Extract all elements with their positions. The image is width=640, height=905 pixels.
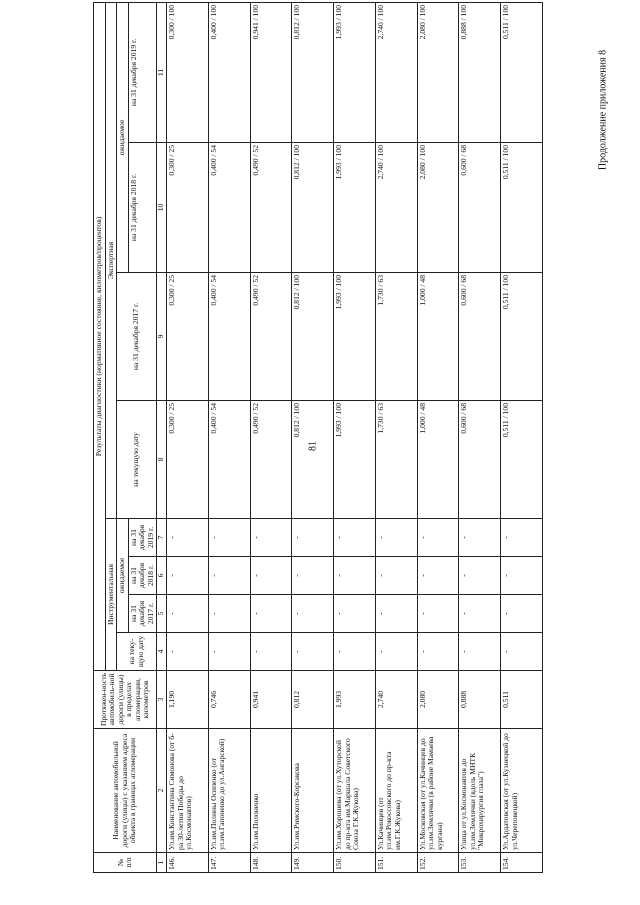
cell-row-number: 146. [167,853,209,873]
cell-instr-2017: - [417,595,459,633]
cell-exp-current: 1,730 / 63 [375,401,417,519]
cell-instr-current: - [375,633,417,671]
cell-exp-2017: 1,000 / 48 [417,273,459,401]
cell-exp-2019: 1,993 / 100 [334,2,376,142]
col-number: 3 [157,671,167,729]
cell-instr-2019: - [208,519,250,557]
col-number: 1 [157,853,167,873]
cell-road-length: 2,740 [375,671,417,729]
cell-instr-current: - [292,633,334,671]
table-row [167,2,209,872]
cell-exp-2017: 0,511 / 100 [501,273,543,401]
cell-instr-2017: - [375,595,417,633]
continuation-label: Продолжение приложения 8 [597,49,609,171]
cell-exp-2017: 0,600 / 68 [459,273,501,401]
cell-row-number: 152. [417,853,459,873]
cell-road-length: 0,812 [292,671,334,729]
cell-road-length: 1,190 [167,671,209,729]
table-row [292,2,334,872]
cell-instr-current: - [459,633,501,671]
cell-exp-current: 0,812 / 100 [292,401,334,519]
header-expert: Экспертная [105,2,117,518]
col-number: 6 [157,557,167,595]
cell-instr-2019: - [292,519,334,557]
cell-exp-current: 0,511 / 100 [501,401,543,519]
cell-road-name: Ул.им.Константина Симонова (от б-ра 30-летия Победы до ул.Космонавтов) [167,729,209,853]
col-number: 9 [157,273,167,401]
table-row [334,2,376,872]
cell-instr-2018: - [208,557,250,595]
cell-exp-2018: 0,400 / 54 [208,143,250,273]
cell-instr-2019: - [417,519,459,557]
cell-exp-2018: 0,300 / 25 [167,143,209,273]
cell-exp-current: 0,600 / 68 [459,401,501,519]
header-num: № п/п [94,853,157,873]
table-row [208,2,250,872]
cell-instr-2019: - [375,519,417,557]
header-name: Наименование автомобильной дороги (улицы) с указанием адреса объекта в границах агломерации [94,729,157,853]
page-number: 81 [307,441,319,451]
cell-exp-2018: 0,490 / 52 [250,143,292,273]
cell-instr-2018: - [375,557,417,595]
cell-exp-current: 1,000 / 48 [417,401,459,519]
cell-instr-2019: - [167,519,209,557]
cell-instr-2018: - [167,557,209,595]
col-number: 4 [157,633,167,671]
cell-exp-2017: 0,400 / 54 [208,273,250,401]
cell-instr-2017: - [167,595,209,633]
header-exp-expected: ожидаемое [117,2,129,272]
header-results: Результаты диагностики (нормативное состояние, километров/процентов) [94,2,106,670]
cell-road-length: 0,746 [208,671,250,729]
cell-exp-2017: 1,730 / 63 [375,273,417,401]
cell-instr-2018: - [292,557,334,595]
cell-instr-current: - [250,633,292,671]
cell-instr-2019: - [501,519,543,557]
rotated-table-wrapper [93,3,543,873]
cell-exp-2018: 0,600 / 68 [459,143,501,273]
cell-exp-2018: 1,993 / 100 [334,143,376,273]
cell-road-length: 0,888 [459,671,501,729]
table-row [375,2,417,872]
cell-road-length: 0,941 [250,671,292,729]
cell-instr-2017: - [459,595,501,633]
cell-road-name: Ул.Качинцев (от ул.им.Рокоссовского до пр-кта им.Г.К.Жукова) [375,729,417,853]
cell-instr-current: - [501,633,543,671]
cell-instr-2018: - [250,557,292,595]
cell-exp-2017: 0,490 / 52 [250,273,292,401]
table-row [417,2,459,872]
header-instr-expected: ожидаемое [117,519,129,633]
cell-exp-2017: 1,993 / 100 [334,273,376,401]
header-exp-2017: на 31 декабря 2017 г. [117,273,157,401]
cell-instr-2019: - [334,519,376,557]
table-body [167,2,543,872]
cell-road-name: Ул.им.Римского-Корсакова [292,729,334,853]
col-number: 10 [157,143,167,273]
cell-instr-current: - [208,633,250,671]
cell-exp-2018: 2,740 / 100 [375,143,417,273]
header-instr-2018: на 31 декабря 2018 г. [128,557,157,595]
col-number: 11 [157,2,167,142]
cell-exp-2017: 0,300 / 25 [167,273,209,401]
cell-exp-2019: 0,941 / 100 [250,2,292,142]
header-exp-2018: на 31 декабря 2018 г. [128,143,157,273]
cell-exp-2019: 2,740 / 100 [375,2,417,142]
header-instr-2019: на 31 декабря 2019 г. [128,519,157,557]
cell-row-number: 150. [334,853,376,873]
diagnostics-table [93,2,543,873]
cell-exp-current: 0,400 / 54 [208,401,250,519]
column-number-row [157,2,167,872]
cell-road-name: Ул.им.Полоненко [250,729,292,853]
cell-road-length: 0,511 [501,671,543,729]
header-instr-current: на теку-щую дату [117,633,157,671]
cell-row-number: 148. [250,853,292,873]
header-exp-current: на текущую дату [117,401,157,519]
cell-exp-2019: 0,300 / 100 [167,2,209,142]
cell-road-name: Ул.Ардатовская (от ул.Кузнецкой до ул.Череповецкой) [501,729,543,853]
cell-instr-2017: - [208,595,250,633]
cell-exp-2019: 0,511 / 100 [501,2,543,142]
col-number: 5 [157,595,167,633]
col-number: 8 [157,401,167,519]
cell-instr-2017: - [292,595,334,633]
header-instrumental: Инструментальная [105,519,117,671]
cell-instr-2018: - [417,557,459,595]
cell-instr-2019: - [459,519,501,557]
cell-instr-2017: - [501,595,543,633]
cell-exp-2019: 2,080 / 100 [417,2,459,142]
cell-exp-current: 1,993 / 100 [334,401,376,519]
cell-exp-2019: 0,812 / 100 [292,2,334,142]
cell-road-name: Ул.Московская (от ул.Качинцев до ул.им.Землячки (в районе Мамаева кургана) [417,729,459,853]
col-number: 7 [157,519,167,557]
cell-exp-2019: 0,400 / 100 [208,2,250,142]
cell-road-name: Ул.им.Полины Осипенко (от ул.им.Гапоненко до ул.Ангарской) [208,729,250,853]
col-number: 2 [157,729,167,853]
cell-row-number: 151. [375,853,417,873]
cell-exp-2019: 0,888 / 100 [459,2,501,142]
cell-instr-2019: - [250,519,292,557]
cell-instr-current: - [417,633,459,671]
cell-instr-current: - [334,633,376,671]
cell-exp-2018: 0,511 / 100 [501,143,543,273]
cell-exp-current: 0,300 / 25 [167,401,209,519]
cell-exp-2018: 0,812 / 100 [292,143,334,273]
table-row [459,2,501,872]
header-length: Протяжен-ность автомобиль-ной дороги (улицы) в пределах агломерации, километров [94,671,157,729]
header-exp-2019: на 31 декабря 2019 г. [128,2,157,142]
cell-road-length: 1,993 [334,671,376,729]
cell-exp-2017: 0,812 / 100 [292,273,334,401]
cell-instr-2017: - [334,595,376,633]
cell-row-number: 154. [501,853,543,873]
cell-exp-current: 0,490 / 52 [250,401,292,519]
cell-instr-2018: - [334,557,376,595]
cell-row-number: 153. [459,853,501,873]
cell-instr-2017: - [250,595,292,633]
cell-road-name: Улица от ул.Космонавтов до ул.им.Землячки (вдоль МНТК "Микрохирургия глаза") [459,729,501,853]
cell-instr-current: - [167,633,209,671]
table-row [250,2,292,872]
header-instr-2017: на 31 декабря 2017 г. [128,595,157,633]
cell-exp-2018: 2,080 / 100 [417,143,459,273]
table-row [501,2,543,872]
cell-road-name: Ул.им.Хорошева (от ул.Хуторской до пр-кта им.Маршала Советского Союза Г.К.Жукова) [334,729,376,853]
cell-row-number: 147. [208,853,250,873]
cell-road-length: 2,080 [417,671,459,729]
cell-row-number: 149. [292,853,334,873]
cell-instr-2018: - [459,557,501,595]
cell-instr-2018: - [501,557,543,595]
